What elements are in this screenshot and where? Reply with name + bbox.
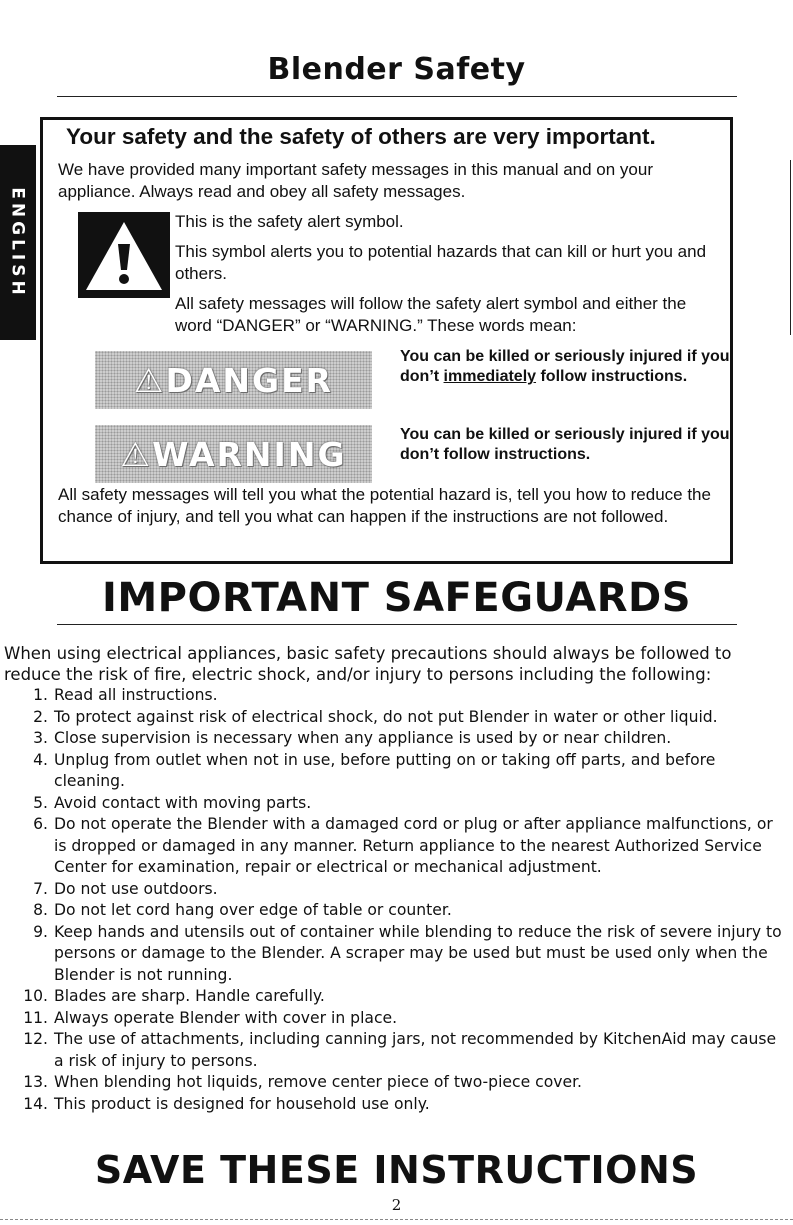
list-item-number: 4. bbox=[33, 750, 48, 769]
language-tab bbox=[0, 145, 36, 340]
title-rule bbox=[57, 96, 737, 97]
list-item bbox=[14, 1008, 790, 1030]
list-item bbox=[14, 707, 790, 729]
list-item bbox=[14, 1072, 790, 1094]
list-item-text: Do not operate the Blender with a damaged cord or plug or after appliance malfunctions, or is dropped or damaged in any manner. Return appliance to the nearest Authorized Service Center for examination, repair or electrical or mechanical adjustment. bbox=[54, 815, 773, 876]
list-item-text: Keep hands and utensils out of container while blending to reduce the risk of severe injury to persons or damage to the Blender. A scraper may be used but must be used only when the Blender is not running. bbox=[54, 922, 782, 984]
safeguards-title: IMPORTANT SAFEGUARDS bbox=[101, 575, 692, 621]
list-item-text: Avoid contact with moving parts. bbox=[54, 793, 312, 812]
list-item-number: 2. bbox=[33, 707, 48, 726]
symbol-description-2: This symbol alerts you to potential hazards that can kill or hurt you and others. bbox=[175, 242, 707, 283]
safeguards-list bbox=[14, 685, 790, 1115]
list-item-text: Do not let cord hang over edge of table or counter. bbox=[54, 901, 452, 919]
list-item bbox=[14, 879, 790, 901]
list-item bbox=[14, 814, 790, 879]
list-item bbox=[14, 685, 790, 707]
list-item bbox=[14, 900, 790, 922]
warning-description: You can be killed or seriously injured if you don’t follow instructions. bbox=[400, 426, 730, 463]
list-item bbox=[14, 793, 790, 815]
list-item bbox=[14, 1029, 790, 1072]
list-item-text: This product is designed for household use only. bbox=[54, 1094, 430, 1113]
symbol-description-3: All safety messages will follow the safety alert symbol and either the word “DANGER” or “WARNING.” These words mean: bbox=[175, 294, 687, 335]
list-item-number: 13. bbox=[23, 1073, 48, 1091]
list-item-text: Unplug from outlet when not in use, before putting on or taking off parts, and before cleaning. bbox=[54, 750, 716, 790]
warning-banner bbox=[95, 425, 372, 483]
list-item-number: 3. bbox=[33, 729, 48, 747]
list-item-text: Do not use outdoors. bbox=[54, 879, 218, 898]
list-item bbox=[14, 750, 790, 793]
danger-description bbox=[400, 347, 730, 387]
list-item-text: Always operate Blender with cover in place. bbox=[54, 1008, 398, 1027]
list-item bbox=[14, 922, 790, 987]
warning-alert-icon: ⚠ bbox=[120, 434, 153, 474]
safety-box-heading: Your safety and the safety of others are very important. bbox=[66, 124, 656, 149]
language-tab-label: ENGLISH bbox=[8, 186, 28, 299]
danger-text-part: You can be killed or seriously injured if you don’t bbox=[400, 348, 730, 385]
symbol-description-1: This is the safety alert symbol. bbox=[175, 212, 404, 231]
safeguards-rule bbox=[57, 624, 737, 625]
danger-alert-icon: ⚠ bbox=[133, 360, 166, 400]
list-item-number: 14. bbox=[23, 1094, 48, 1113]
page-title: Blender Safety bbox=[267, 52, 526, 87]
list-item bbox=[14, 986, 790, 1008]
safety-alert-icon bbox=[78, 212, 170, 298]
list-item-text: Close supervision is necessary when any appliance is used by or near children. bbox=[54, 729, 672, 747]
safety-intro-text: We have provided many important safety messages in this manual and on your appliance. Always read and obey all safety messages. bbox=[58, 160, 653, 201]
list-item bbox=[14, 728, 790, 750]
list-item-number: 8. bbox=[33, 901, 48, 919]
bottom-rule bbox=[0, 1219, 793, 1220]
safety-outro-text: All safety messages will tell you what the potential hazard is, tell you how to reduce the chance of injury, and tell you what can happen if the instructions are not followed. bbox=[58, 485, 711, 526]
danger-label: DANGER bbox=[165, 360, 334, 400]
list-item-number: 12. bbox=[23, 1030, 48, 1048]
list-item-number: 5. bbox=[33, 793, 48, 812]
list-item-number: 1. bbox=[33, 686, 48, 704]
list-item-text: When blending hot liquids, remove center piece of two-piece cover. bbox=[54, 1073, 583, 1091]
list-item-number: 6. bbox=[33, 815, 48, 833]
list-item-number: 11. bbox=[23, 1008, 48, 1027]
list-item-number: 10. bbox=[23, 987, 48, 1005]
list-item-number: 7. bbox=[33, 879, 48, 898]
save-instructions-title: SAVE THESE INSTRUCTIONS bbox=[94, 1148, 699, 1192]
list-item-text: To protect against risk of electrical shock, do not put Blender in water or other liquid. bbox=[54, 707, 718, 726]
danger-banner bbox=[95, 351, 372, 409]
list-item bbox=[14, 1094, 790, 1116]
margin-mark bbox=[790, 160, 791, 335]
list-item-text: Blades are sharp. Handle carefully. bbox=[54, 987, 325, 1005]
page-number: 2 bbox=[391, 1196, 402, 1214]
safeguards-lead: When using electrical appliances, basic safety precautions should always be followed to reduce the risk of fire, electric shock, and/or injury to persons including the following: bbox=[4, 644, 732, 684]
danger-text-part: follow instructions. bbox=[536, 368, 688, 385]
list-item-text: Read all instructions. bbox=[54, 686, 218, 704]
warning-label: WARNING bbox=[152, 434, 347, 474]
danger-text-emphasis: immediately bbox=[443, 368, 537, 385]
list-item-number: 9. bbox=[33, 922, 48, 941]
list-item-text: The use of attachments, including canning jars, not recommended by KitchenAid may cause a risk of injury to persons. bbox=[54, 1030, 777, 1070]
